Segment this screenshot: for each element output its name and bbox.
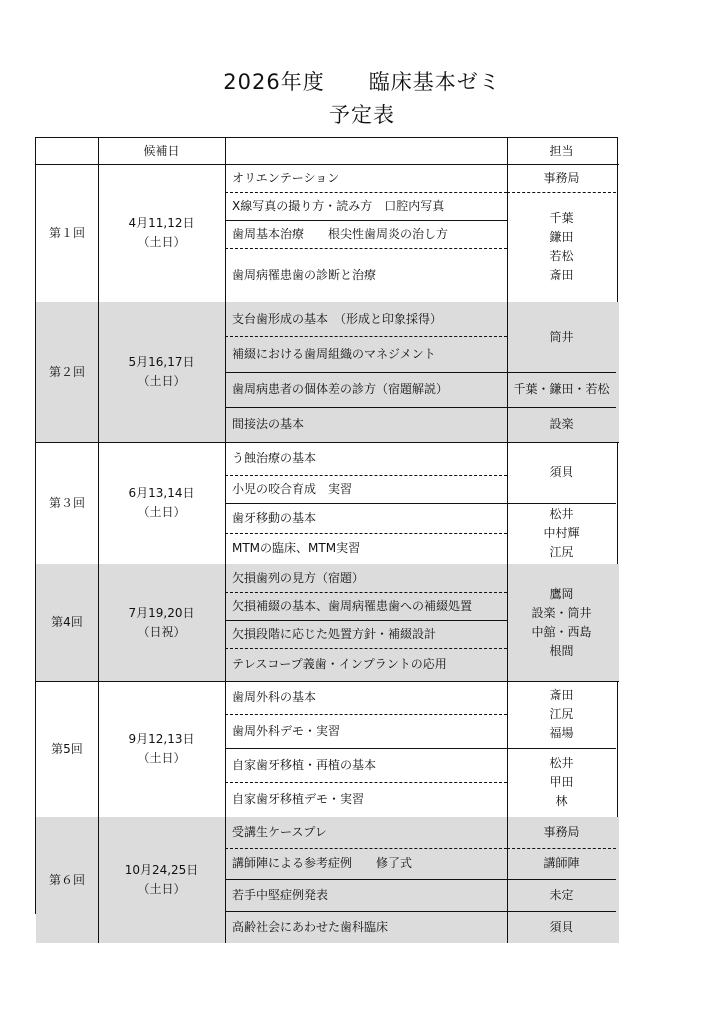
lead-name: 鷹岡 [549, 586, 574, 601]
lead-name: 斎田 [549, 688, 574, 702]
lead-name: 根間 [549, 643, 574, 658]
column-divider [225, 138, 226, 943]
session-date [98, 164, 225, 302]
title-line-2: 予定表 [329, 103, 395, 127]
session-date-line: （土日） [137, 751, 186, 765]
lead-name: 松井 [549, 507, 574, 521]
session-lead [507, 848, 616, 879]
session-item: 補綴における歯周組織のマネジメント [232, 346, 436, 361]
lead-name: 講師陣 [543, 856, 580, 870]
session-item: う蝕治療の基本 [232, 451, 317, 465]
header-lead: 担当 [549, 143, 574, 158]
lead-name: 中舘・西島 [531, 624, 592, 639]
lead-name: 若松 [549, 249, 574, 263]
lead-divider [507, 848, 616, 849]
lead-name: 中村輝 [543, 526, 580, 540]
session-lead [507, 681, 616, 748]
lead-name: 設楽 [549, 417, 574, 431]
item-divider [225, 911, 507, 912]
schedule-table [35, 137, 618, 934]
session-item: 歯周病患者の個体差の診方（宿題解説） [232, 382, 449, 396]
item-divider [225, 748, 507, 749]
lead-divider [507, 748, 616, 749]
session-lead [507, 503, 616, 564]
lead-divider [507, 879, 616, 880]
item-divider [225, 475, 507, 476]
session-item: 受講生ケースプレ [232, 825, 327, 839]
session-label: 第4回 [51, 615, 83, 629]
session-item: 間接法の基本 [232, 417, 305, 431]
session-item: 自家歯牙移植・再植の基本 [232, 757, 377, 772]
session-lead [507, 192, 616, 302]
session-date [98, 817, 225, 943]
session-lead [507, 407, 616, 442]
lead-name: 鎌田 [549, 230, 574, 244]
session-item: X線写真の撮り方・読み方 口腔内写真 [232, 198, 445, 213]
lead-name: 江尻 [549, 707, 574, 721]
item-divider [225, 714, 507, 715]
session-date-line: 7月19,20日 [128, 605, 195, 620]
lead-name: 未定 [549, 887, 574, 902]
lead-divider [507, 911, 616, 912]
lead-divider [507, 192, 616, 193]
session-label: 第１回 [48, 225, 85, 240]
session-lead [507, 879, 616, 911]
session-date-line: 6月13,14日 [128, 486, 195, 500]
lead-name: 江尻 [549, 545, 574, 559]
session-item: オリエンテーション [232, 170, 340, 185]
column-divider [507, 138, 508, 943]
item-divider [225, 248, 507, 249]
session-date-line: 10月24,25日 [124, 863, 199, 877]
session-date-line: 4月11,12日 [128, 216, 195, 230]
header-date: 候補日 [143, 143, 180, 158]
session-lead [507, 564, 616, 681]
item-divider [225, 848, 507, 849]
session-date-line: （土日） [137, 374, 186, 388]
item-divider [225, 648, 507, 649]
lead-name: 甲田 [549, 775, 574, 789]
session-item: 歯周外科デモ・実習 [232, 723, 341, 738]
session-item: 欠損補綴の基本、歯周病罹患歯への補綴処置 [232, 598, 473, 613]
session-date-line: （土日） [137, 882, 186, 896]
session-item: テレスコープ義歯・インプラントの応用 [232, 657, 447, 671]
session-date [98, 681, 225, 817]
session-item: 高齢社会にあわせた歯科臨床 [232, 919, 389, 934]
item-divider [225, 879, 507, 880]
session-date-line: 5月16,17日 [128, 355, 195, 369]
item-divider [225, 407, 507, 408]
header-content [225, 138, 507, 164]
item-divider [225, 592, 507, 593]
session-item: 歯周基本治療 根尖性歯周炎の治し方 [232, 226, 449, 241]
session-lead [507, 164, 616, 192]
lead-name: 福場 [549, 726, 574, 740]
lead-name: 設楽・筒井 [531, 605, 592, 620]
session-label: 第３回 [48, 495, 85, 510]
session-date-line: 9月12,13日 [128, 732, 195, 746]
lead-divider [507, 372, 616, 373]
session-date-line: （土日） [137, 505, 186, 519]
session-lead [507, 817, 616, 848]
item-divider [225, 533, 507, 534]
lead-name: 事務局 [543, 170, 580, 185]
item-divider [225, 620, 507, 621]
session-date [98, 442, 225, 564]
item-divider [225, 503, 507, 504]
item-divider [225, 192, 507, 193]
session-lead [507, 442, 616, 503]
lead-name: 林 [555, 794, 568, 808]
session-item: 欠損段階に応じた処置方針・補綴設計 [232, 626, 437, 641]
session-label: 第5回 [51, 741, 83, 756]
lead-name: 筒井 [549, 329, 574, 344]
session-item: 歯牙移動の基本 [232, 510, 317, 525]
lead-name: 須貝 [549, 465, 574, 479]
session-item: 歯周病罹患歯の診断と治療 [232, 267, 377, 282]
session-date-line: （日祝） [137, 624, 186, 639]
lead-name: 事務局 [543, 825, 580, 839]
session-item: 小児の咬合育成 実習 [232, 481, 353, 496]
lead-name: 松井 [549, 756, 574, 770]
session-lead [507, 372, 616, 407]
item-divider [225, 220, 507, 221]
session-label: 第６回 [48, 872, 85, 887]
session-item: 欠損歯列の見方（宿題） [232, 570, 365, 585]
session-item: MTMの臨床、MTM実習 [232, 541, 361, 555]
session-label: 第２回 [48, 364, 85, 379]
title-line-1: 2026年度 臨床基本ゼミ [223, 70, 501, 94]
lead-name: 斎田 [549, 268, 574, 282]
session-date [98, 564, 225, 681]
session-date [98, 302, 225, 442]
item-divider [225, 336, 507, 337]
session-item: 支台歯形成の基本 （形成と印象採得） [232, 311, 443, 326]
lead-divider [507, 503, 616, 504]
session-item: 講師陣による参考症例 修了式 [232, 856, 413, 870]
item-divider [225, 372, 507, 373]
session-date-line: （土日） [137, 235, 186, 249]
item-divider [225, 782, 507, 783]
lead-divider [507, 407, 616, 408]
session-item: 若手中堅症例発表 [232, 887, 329, 902]
session-lead [507, 748, 616, 817]
lead-name: 須貝 [549, 919, 574, 934]
session-item: 自家歯牙移植デモ・実習 [232, 792, 365, 806]
session-item: 歯周外科の基本 [232, 690, 317, 704]
session-lead [507, 302, 616, 372]
column-divider [98, 138, 99, 943]
lead-name: 千葉・鎌田・若松 [513, 382, 610, 396]
lead-name: 千葉 [549, 211, 574, 225]
session-lead [507, 911, 616, 943]
